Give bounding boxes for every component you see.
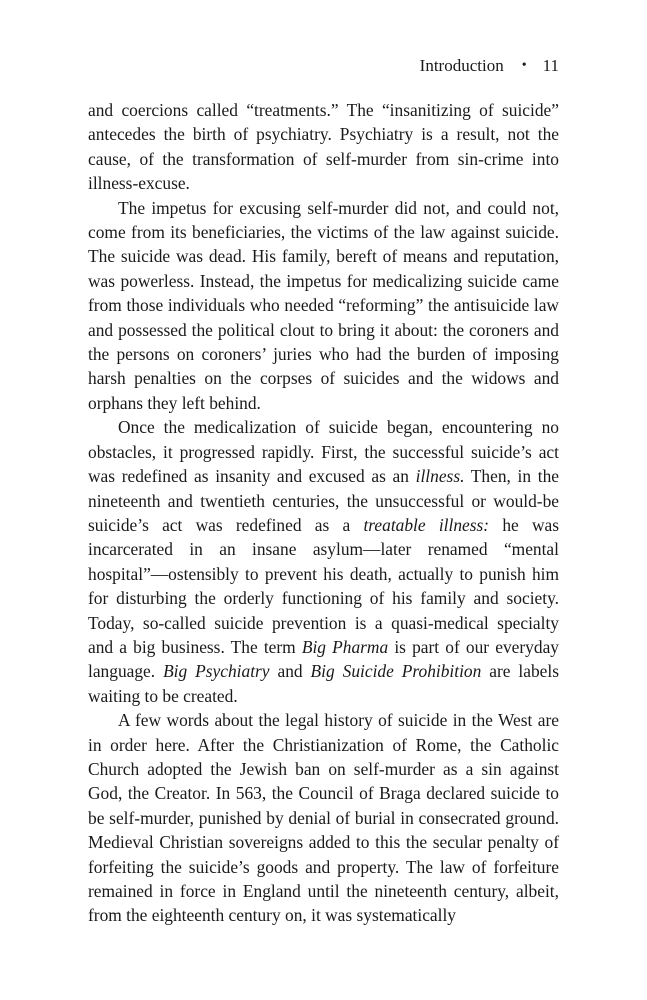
text-run: A few words about the legal history of suicide in the West are in order here. After the Christianization of Rome, the Catholic Church adopted the Jewish ban on self-murder as a sin against God, the Creator. In 563, the Council of Braga declared suicide to be self-murder, punished by denial of burial in consecrated ground. Medieval Christian sovereigns added to this the secular penalty of forfeiting the suicide’s goods and property. The law of forfeiture remained in force in England until the nineteenth century, albeit, from the eighteenth century on, it was systematically bbox=[88, 710, 559, 926]
paragraph bbox=[88, 98, 559, 196]
italic-text: treatable illness: bbox=[363, 514, 490, 535]
text-run: and coercions called “treatments.” The “insanitizing of suicide” antecedes the birth of psychiatry. Psychiatry is a result, not the cause, of the transformation of self-murder from sin-crime into illness-excuse. bbox=[88, 100, 559, 194]
body-text bbox=[88, 98, 559, 928]
italic-text: Big Pharma bbox=[301, 636, 389, 657]
italic-text: Big Psychiatry bbox=[163, 661, 270, 682]
running-head bbox=[420, 54, 559, 78]
chapter-title: Introduction bbox=[419, 56, 504, 75]
text-run: is part of our everyday language. bbox=[88, 636, 559, 682]
paragraph bbox=[88, 196, 559, 416]
text-run: he was incarcerated in an insane asylum—later renamed “mental hospital”—ostensibly to prevent his death, actually to punish him for disturbing the orderly functioning of his family and society. Today, so-called suicide prevention is a quasi-medical specialty and a big business. The term bbox=[88, 514, 560, 657]
text-run: are labels waiting to be created. bbox=[88, 661, 559, 706]
text-run: and bbox=[269, 661, 311, 682]
italic-text: Big Suicide Prohibition bbox=[310, 661, 482, 682]
bullet-separator: • bbox=[521, 58, 527, 73]
text-run: The impetus for excusing self-murder did not, and could not, come from its beneficiaries, the victims of the law against suicide. The suicide was dead. His family, bereft of means and reputation, was powerless. Instead, the impetus for medicalizing suicide came from those individuals who needed “reforming” the antisuicide law and possessed the political clout to bring it about: the coroners and the persons on coroners’ juries who had the burden of imposing harsh penalties on the corpses of suicides and the widows and orphans they left behind. bbox=[88, 197, 559, 413]
page-number: 11 bbox=[542, 56, 559, 75]
paragraph bbox=[88, 708, 559, 928]
text-run: Once the medicalization of suicide began, encountering no obstacles, it progressed rapidly. First, the successful suicide’s act was redefined as insanity and excused as an bbox=[88, 417, 559, 487]
text-run: Then, in the nineteenth and twentieth centuries, the unsuccessful or would-be suicide’s act was redefined as a bbox=[88, 466, 559, 535]
paragraph bbox=[88, 415, 559, 708]
italic-text: illness. bbox=[415, 466, 465, 487]
